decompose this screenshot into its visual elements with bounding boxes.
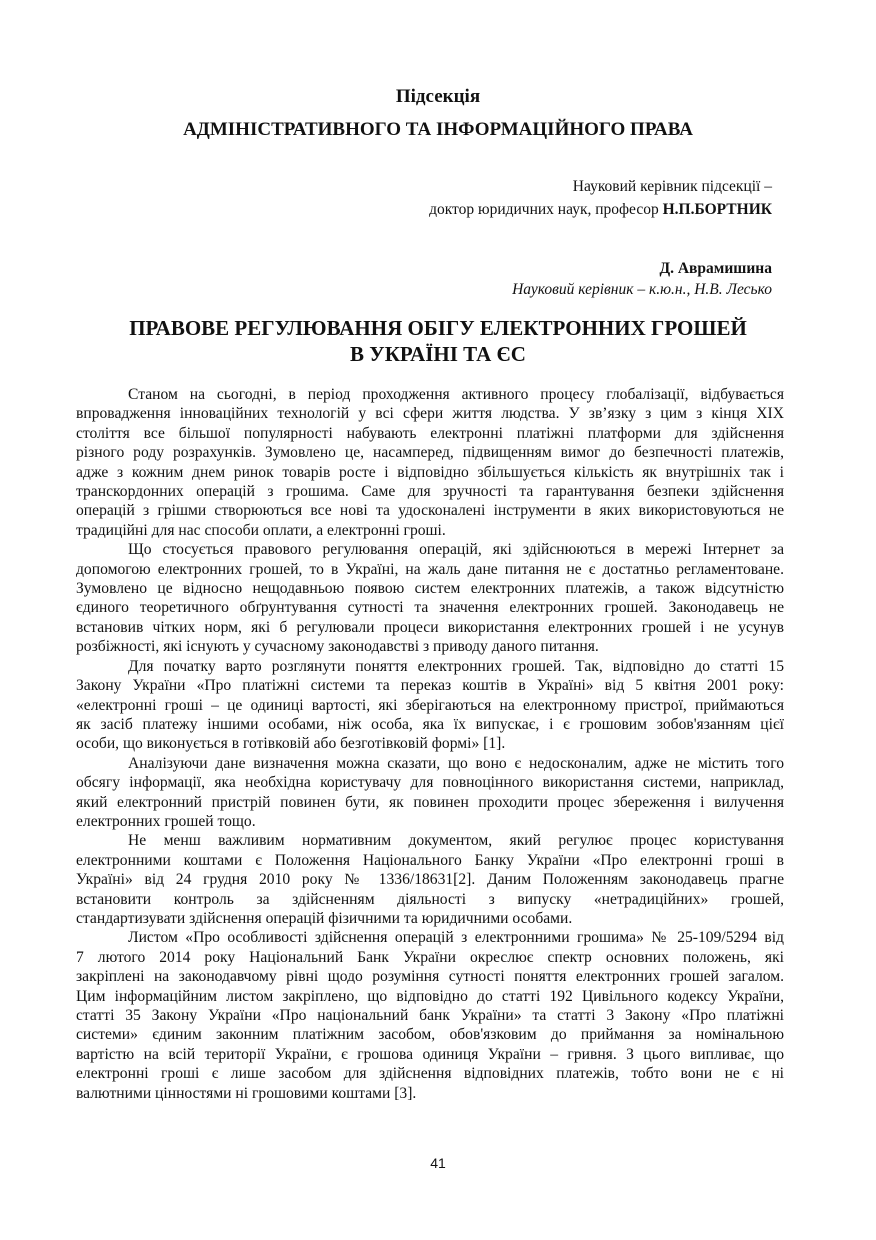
paragraph-line: закріплені на законодавчому рівні щодо розуміння сутності поняття електронних грошей загалом. <box>76 968 784 986</box>
paragraph-line: Україні» від 24 грудня 2010 року № 1336/18631[2]. Даним Положенням законодавець прагне <box>76 871 784 889</box>
supervisor-degree: доктор юридичних наук, професор <box>429 201 663 218</box>
paragraph-line: впровадження інноваційних технологій у всі сфери життя людства. У зв’язку з цим з кінця XIX <box>76 405 784 423</box>
paragraph-line: системи» єдиним законним платіжним засобом, обов'язковим до приймання за номінальною <box>76 1026 784 1044</box>
paragraph-line: Зумовлено це відносно нещодавньою появою систем електронних платежів, а також відсутністю <box>76 580 784 598</box>
paragraph-line: Станом на сьогодні, в період проходження активного процесу глобалізації, відбувається <box>128 386 784 403</box>
article-title-line-2: В УКРАЇНІ ТА ЄС <box>350 342 526 366</box>
paragraph-line: особи, що виконується в готівковій або безготівковій формі» [1]. <box>76 735 506 753</box>
paragraph-line: Не менш важливим нормативним документом, який регулює процес користування <box>128 832 784 850</box>
paragraph-line: єдиного теоретичного обґрунтування сутності та значення електронних грошей. Законодавець не <box>76 599 784 617</box>
paragraph <box>76 928 784 1103</box>
section-title: АДМІНІСТРАТИВНОГО ТА ІНФОРМАЦІЙНОГО ПРАВА <box>183 119 693 140</box>
paragraph-line: «електронні гроші – це одиниці вартості, які зберігаються на електронному пристрої, приймаються <box>76 696 784 714</box>
paragraph-line: розбіжності, які існують у сучасному законодавстві з приводу даного питання. <box>76 638 599 656</box>
section-supervisor <box>429 201 772 219</box>
paragraph-line: як засіб платежу іншими особами, ніж особа, яка їх випускає, і є грошовим зобов'язанням цієї <box>76 715 784 733</box>
paragraph-line: Цим інформаційним листом закріплено, що відповідно до статті 192 Цивільного кодексу України, <box>76 987 784 1005</box>
paragraph-line: адже з кожним днем ринок товарів росте і відповідно збільшується кількість як внутрішніх так і <box>76 463 784 481</box>
paragraph-line: Що стосується правового регулювання операцій, які здійснюються в мережі Інтернет за <box>128 541 784 559</box>
paragraph <box>76 385 784 540</box>
paragraph <box>76 754 784 832</box>
paragraph-line: стандартизувати здійснення операцій фізичними та юридичними особами. <box>76 909 573 927</box>
paragraph-line: встановив чітких норм, які б регулювали процеси використання електронних грошей і не усунув <box>76 618 784 636</box>
paragraph-line: який електронний пристрій повинен бути, як повинен проходити процес збереження і вилучення <box>76 793 784 811</box>
section-supervisor-title: Науковий керівник підсекції – <box>572 178 772 195</box>
paragraph-line: встановити контроль за здійсненням діяльності з випуску «нетрадиційних» грошей, <box>76 890 784 908</box>
paragraph-line: електронні гроші є лише засобом для здійснення відповідних платежів, тобто вони не є ні <box>76 1065 784 1083</box>
paragraph-line: століття все більшої популярності набувають електронні платіжні платформи для здійснення <box>76 424 784 442</box>
article-title-line-1: ПРАВОВЕ РЕГУЛЮВАННЯ ОБІГУ ЕЛЕКТРОННИХ ГРОШЕЙ <box>129 316 747 340</box>
section-label: Підсекція <box>395 86 481 107</box>
paragraph-line: Листом «Про особливості здійснення операцій з електронними грошима» № 25-109/5294 від <box>128 929 784 947</box>
page-number: 41 <box>430 1155 446 1171</box>
paragraph <box>76 657 784 754</box>
paragraph-line: допомогою електронних грошей, то в Україні, на жаль дане питання не є достатньо регламентоване. <box>76 560 784 578</box>
paragraph-line: 7 лютого 2014 року Національний Банк України окреслює спектр основних положень, які <box>76 948 784 966</box>
paragraph-line: Аналізуючи дане визначення можна сказати, що воно є недосконалим, адже не містить того <box>128 754 784 772</box>
paragraph <box>76 540 784 656</box>
paragraph-line: транскордонних операцій з грошима. Саме для зручності та гарантування безпеки здійснення <box>76 483 784 501</box>
paragraph-line: електронних грошей тощо. <box>76 812 256 830</box>
paragraph-line: операцій з грішми створюються все нові та удосконалені інструменти в яких використовуються не <box>76 502 784 520</box>
paragraph-line: Закону України «Про платіжні системи та переказ коштів в Україні» від 5 квітня 2001 року: <box>76 677 784 695</box>
paragraph-line: вартістю на всій території України, є грошова одиниця України – гривня. З цього випливає, що <box>76 1045 784 1063</box>
paragraph-line: валютними цінностями ні грошовими коштами [3]. <box>76 1084 417 1102</box>
supervisor-name: Н.П.БОРТНИК <box>662 201 772 218</box>
paragraph-line: обсягу інформації, яка необхідна користувачу для повноцінного використання системи, наприклад, <box>76 774 784 792</box>
paragraph-line: Для початку варто розглянути поняття електронних грошей. Так, відповідно до статті 15 <box>128 657 784 675</box>
paragraph-line: традиційні для нас способи оплати, а електронні гроші. <box>76 521 446 539</box>
paragraph-line: різного роду розрахунків. Зумовлено це, насамперед, підвищенням вимог до безпечності платежів, <box>76 444 784 462</box>
article-advisor: Науковий керівник – к.ю.н., Н.В. Лесько <box>512 281 772 298</box>
paragraph <box>76 831 784 928</box>
paragraph-line: статті 35 Закону України «Про національний банк України» та статті 3 Закону «Про платіжні <box>76 1007 784 1024</box>
article-author: Д. Аврамишина <box>659 260 772 277</box>
paragraph-line: електронними коштами є Положення Національного Банку України «Про електронні гроші в <box>76 851 784 869</box>
article-body <box>76 385 784 1103</box>
